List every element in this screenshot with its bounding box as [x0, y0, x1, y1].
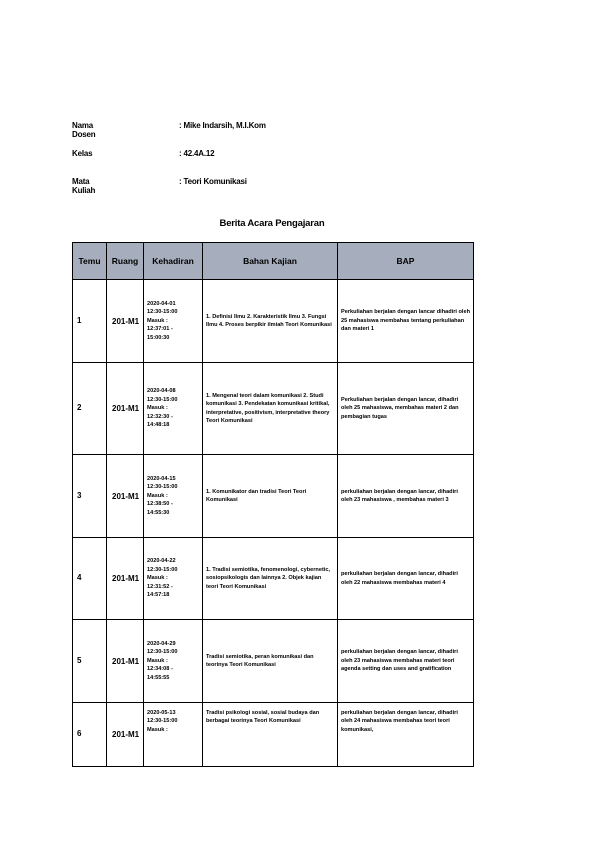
- cell-bap: perkuliahan berjalan dengan lancar, dihadiri oleh 24 mahasiswa membahas teori teori komunikasi,: [338, 703, 474, 767]
- cell-temu: 3: [73, 455, 107, 538]
- table-row: [73, 538, 474, 620]
- header-kehadiran: Kehadiran: [144, 243, 203, 280]
- kehadiran-out: 14:48:18: [147, 422, 170, 429]
- table-row: [73, 620, 474, 703]
- cell-kehadiran: [144, 538, 203, 620]
- cell-bahan-kajian: 1. Mengenal teori dalam komunikasi 2. Studi komunikasi 3. Pendekatan komunikasi kritikal, interpretative, positivism, interpretative theory Teori Komunikasi: [203, 363, 338, 455]
- bap-table: [72, 242, 474, 767]
- kehadiran-date: 2020-04-29: [147, 640, 176, 647]
- kelas-value: : 42.4A.12: [179, 149, 215, 158]
- cell-bahan-kajian: 1. Komunikator dan tradisi Teori Teori Komunikasi: [203, 455, 338, 538]
- kehadiran-out: 14:55:30: [147, 509, 170, 516]
- cell-ruang: 201-M1: [107, 703, 144, 767]
- kehadiran-date: 2020-04-15: [147, 475, 176, 482]
- kehadiran-date: 2020-04-08: [147, 388, 176, 395]
- kehadiran-slot: 12:30-15:00: [147, 566, 178, 573]
- cell-bap: perkuliahan berjalan dengan lancar, dihadiri oleh 23 mahasiswa membahas materi teori agenda setting dan uses and gratification: [338, 620, 474, 703]
- cell-ruang: 201-M1: [107, 363, 144, 455]
- cell-bap: perkuliahan berjalan dengan lancar, dihadiri oleh 22 mahasiswa membahas materi 4: [338, 538, 474, 620]
- kehadiran-in: 12:38:50 -: [147, 501, 173, 508]
- cell-temu: 1: [73, 280, 107, 363]
- kehadiran-in: 12:37:01 -: [147, 326, 173, 333]
- kehadiran-date: 2020-05-13: [147, 710, 176, 716]
- kehadiran-out: 15:00:30: [147, 334, 170, 341]
- kehadiran-in: 12:34:08 -: [147, 666, 173, 673]
- cell-bap: Perkuliahan berjalan dengan lancar, dihadiri oleh 25 mahasiswa, membahas materi 2 dan pembagian tugas: [338, 363, 474, 455]
- cell-bahan-kajian: Tradisi psikologi sosial, sosial budaya dan berbagai teorinya Teori Komunikasi: [203, 703, 338, 767]
- kehadiran-slot: 12:30-15:00: [147, 718, 178, 725]
- kehadiran-in: 12:32:30 -: [147, 413, 173, 420]
- cell-ruang: 201-M1: [107, 538, 144, 620]
- dosen-label: Nama Dosen: [72, 121, 96, 139]
- cell-bap: Perkuliahan berjalan dengan lancar dihadiri oleh 25 mahasiswa membahas tentang perkuliahan dan materi 1: [338, 280, 474, 363]
- table-row: [73, 703, 474, 767]
- cell-temu: 6: [73, 703, 107, 767]
- cell-kehadiran: [144, 363, 203, 455]
- cell-bap: perkuliahan berjalan dengan lancar, dihadiri oleh 23 mahasiswa , membahas materi 3: [338, 455, 474, 538]
- kehadiran-masuk: Masuk :: [147, 575, 168, 582]
- cell-kehadiran: [144, 703, 203, 767]
- kehadiran-slot: 12:30-15:00: [147, 484, 178, 491]
- cell-bahan-kajian: Tradisi semiotika, peran komunikasi dan teorinya Teori Komunikasi: [203, 620, 338, 703]
- table-row: [73, 280, 474, 363]
- kehadiran-date: 2020-04-01: [147, 300, 176, 307]
- kehadiran-out: 14:57:18: [147, 592, 170, 599]
- cell-temu: 4: [73, 538, 107, 620]
- cell-bahan-kajian: 1. Tradisi semiotika, fenomenologi, cybernetic, sosiopsikologis dan lainnya 2. Objek kajian teori Teori Komunikasi: [203, 538, 338, 620]
- kehadiran-masuk: Masuk :: [147, 726, 168, 733]
- cell-kehadiran: [144, 455, 203, 538]
- cell-ruang: 201-M1: [107, 455, 144, 538]
- kehadiran-out: 14:55:55: [147, 674, 170, 681]
- cell-kehadiran: [144, 620, 203, 703]
- kehadiran-masuk: Masuk :: [147, 317, 168, 324]
- kelas-label: Kelas: [72, 149, 93, 158]
- table-row: [73, 363, 474, 455]
- table-row: [73, 455, 474, 538]
- header-bahan-kajian: Bahan Kajian: [203, 243, 338, 280]
- cell-ruang: 201-M1: [107, 280, 144, 363]
- header-bap: BAP: [338, 243, 474, 280]
- header-temu: Temu: [73, 243, 107, 280]
- cell-ruang: 201-M1: [107, 620, 144, 703]
- kehadiran-slot: 12:30-15:00: [147, 649, 178, 656]
- kehadiran-masuk: Masuk :: [147, 657, 168, 664]
- kehadiran-slot: 12:30-15:00: [147, 396, 178, 403]
- cell-bahan-kajian: 1. Definisi Ilmu 2. Karakteristik Ilmu 3. Fungsi Ilmu 4. Proses berpikir ilmiah Teori Komunikasi: [203, 280, 338, 363]
- page-title: Berita Acara Pengajaran: [219, 218, 325, 229]
- table-header-row: [73, 243, 474, 280]
- matkul-label: Mata Kuliah: [72, 177, 96, 195]
- kehadiran-in: 12:31:52 -: [147, 583, 173, 590]
- kehadiran-date: 2020-04-22: [147, 558, 176, 565]
- cell-temu: 5: [73, 620, 107, 703]
- dosen-value: : Mike Indarsih, M.I.Kom: [179, 121, 266, 130]
- matkul-value: : Teori Komunikasi: [179, 177, 247, 186]
- kehadiran-masuk: Masuk :: [147, 405, 168, 412]
- cell-kehadiran: [144, 280, 203, 363]
- kehadiran-slot: 12:30-15:00: [147, 309, 178, 316]
- kehadiran-masuk: Masuk :: [147, 492, 168, 499]
- cell-temu: 2: [73, 363, 107, 455]
- header-ruang: Ruang: [107, 243, 144, 280]
